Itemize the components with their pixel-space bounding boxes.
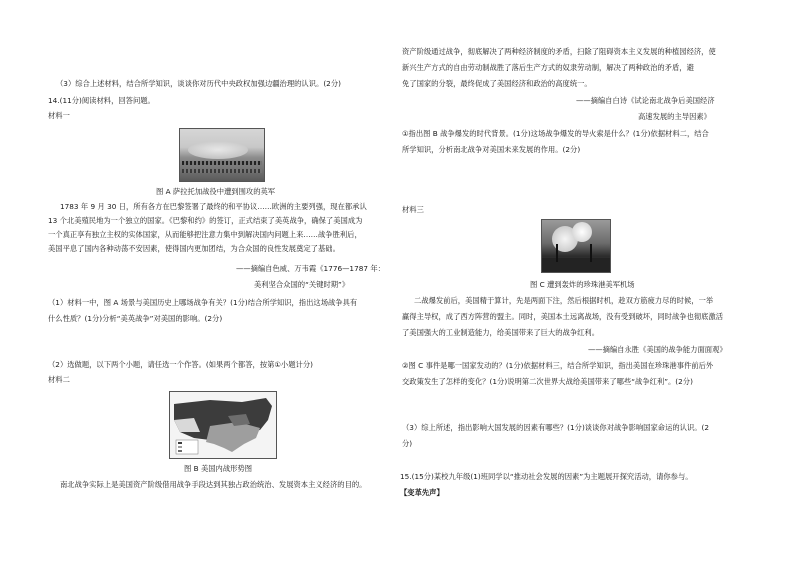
- smoke-shape: [572, 222, 592, 242]
- q14-title: 14.(11分)阅读材料，回答问题。: [48, 96, 155, 105]
- material1-label: 材料一: [48, 111, 70, 120]
- material2-text-line: 新兴生产方式的自由劳动制战胜了落后生产方式的奴隶劳动制，解决了两种政治的矛盾，避: [402, 63, 694, 72]
- material2-text-line: 资产阶级通过战争，彻底解决了两种经济制度的矛盾，扫除了阻碍资本主义发展的种植园经济，使: [402, 47, 716, 56]
- material2-source: 高速发展的主导因素》: [638, 112, 711, 121]
- q14-2-option2: 交政策发生了怎样的变化？(1分)说明第二次世界大战给美国带来了哪些“战争红利”。(2分): [402, 377, 693, 386]
- material3-text-line: 赢得主导权，成了西方阵营的盟主。同时，美国本土远离战场，没有受到破坏，同时战争也彻底激活: [402, 312, 724, 321]
- q14-part1: 什么性质？(1分)分析“美英战争”对美国的影响。(2分): [48, 314, 223, 323]
- q14-2-option2: ②图 C 事件是哪一国家发动的？(1分)依据材料三，结合所学知识，指出美国在珍珠港事件前后外: [402, 361, 714, 370]
- troop-row: [182, 169, 262, 173]
- q15-section-heading: 【变革先声】: [400, 488, 444, 497]
- q15-title: 15.(15分)某校九年级(1)班同学以“推动社会发展的因素”为主题展开探究活动，请你参与。: [400, 472, 693, 481]
- material3-label: 材料三: [402, 205, 424, 214]
- q14-2-option1: ①指出图 B 战争爆发的时代背景。(1分)这场战争爆发的导火索是什么？(1分)依据材料二，结合: [402, 129, 709, 138]
- figure-c-pearl-harbor-photo: [541, 219, 611, 273]
- figure-a-battle-painting: [179, 128, 265, 182]
- material1-text-line: 一个真正享有独立主权的实体国家，从而能够把注意力集中到解决国内问题上来……战争胜利后，: [48, 230, 362, 239]
- q14-part3: 分): [402, 439, 413, 448]
- material1-source: ——摘编自色威、万韦霞《1776—1787 年：: [236, 264, 385, 273]
- material3-text-line: 二战爆发前后，美国精于算计，先是两面下注，然后根据时机，趁双方筋疲力尽的时候，一举: [414, 296, 714, 305]
- us-map-graphic: [170, 392, 276, 458]
- q14-part1: （1）材料一中，图 A 场景与美国历史上哪场战争有关？(1分)结合所学知识，指出这场战争具有: [48, 298, 358, 307]
- ground-shape: [542, 258, 610, 272]
- q14-part3: （3）综上所述，指出影响大国发展的因素有哪些？(1分)谈谈你对战争影响国家命运的认识。(2: [402, 423, 710, 432]
- material3-source: ——摘编自永胜《美国的战争能力面面观》: [588, 345, 727, 354]
- q14-2-option1: 所学知识，分析南北战争对美国未来发展的作用。(2分): [402, 145, 581, 154]
- figure-b-caption: 图 B 美国内战形势图: [184, 464, 253, 473]
- q14-part2: （2）选做题，以下两个小题，请任选一个作答。(如果两个都答，按第①小题计分): [48, 360, 313, 369]
- material2-source: ——摘编自白诗《试论南北战争后美国经济: [576, 96, 715, 105]
- material2-label: 材料二: [48, 375, 70, 384]
- figure-c-caption: 图 C 遭到轰炸的珍珠港美军机场: [530, 280, 635, 289]
- material2-text-line: 免了国家的分裂，最终促成了美国经济和政治的高度统一。: [402, 79, 592, 88]
- material1-text-line: 1783 年 9 月 30 日，所有各方在巴黎签署了最终的和平协议……欧洲的主要列强，现在都承认: [60, 202, 367, 211]
- smoke-shape: [188, 141, 248, 159]
- troop-row: [182, 161, 262, 165]
- figure-b-civil-war-map: [169, 391, 277, 459]
- q13-part3: （3）综合上述材料，结合所学知识，谈谈你对历代中央政权加强边疆治理的认识。(2分): [56, 79, 341, 88]
- material3-text-line: 了美国强大的工业制造能力，给美国带来了巨大的战争红利。: [402, 328, 600, 337]
- pole-shape: [556, 244, 558, 262]
- figure-a-caption: 图 A 萨拉托加战役中遭到围攻的英军: [156, 187, 276, 196]
- pole-shape: [590, 244, 592, 262]
- material1-source: 美利坚合众国的“关键时期”》: [254, 280, 350, 289]
- material1-text-line: 美国平息了国内各种动荡不安因素，使得国内更加团结，为合众国的良性发展奠定了基础。: [48, 244, 340, 253]
- material1-text-line: 13 个北美殖民地为一个独立的国家。《巴黎和约》的签订，正式结束了美英战争，确保了美国成为: [48, 216, 363, 225]
- material2-text-line: 南北战争实际上是美国资产阶级借用战争手段达到其独占政治统治、发展资本主义经济的目的。: [60, 480, 367, 489]
